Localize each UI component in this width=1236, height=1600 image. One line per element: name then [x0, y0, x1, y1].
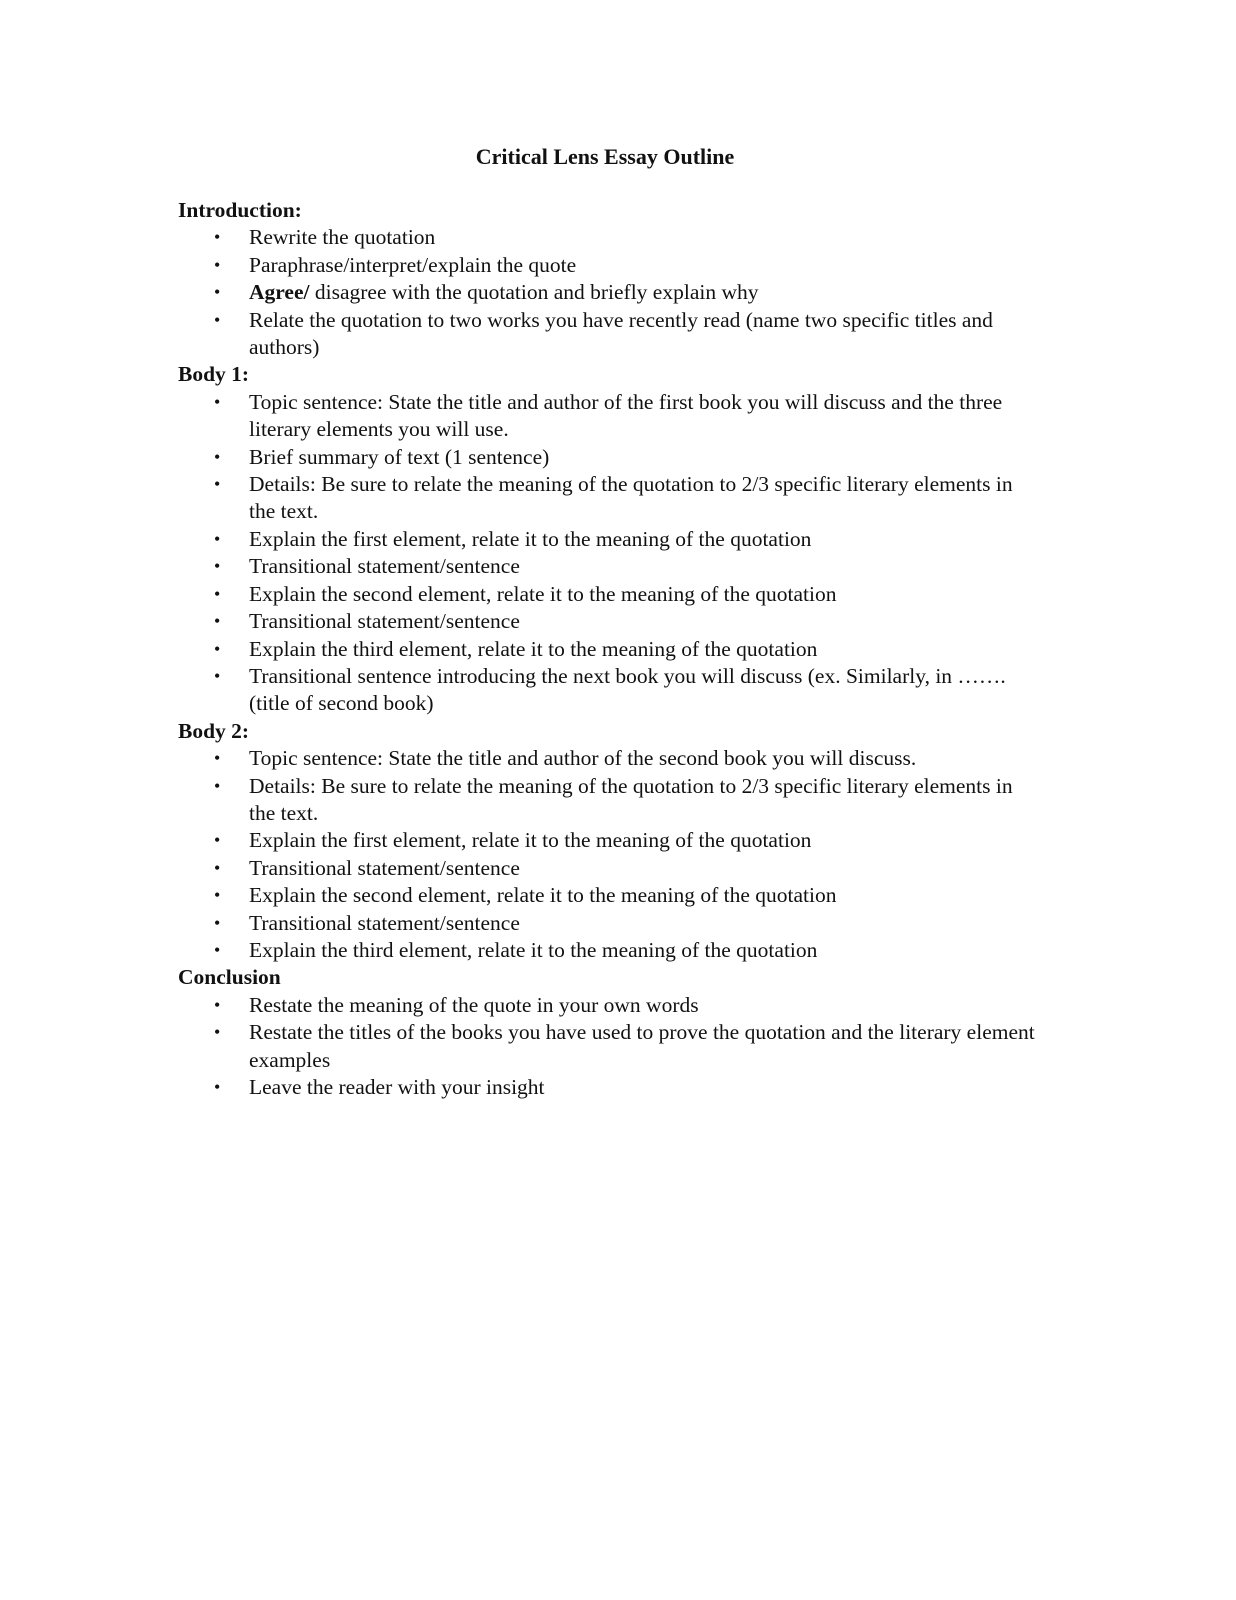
list-item: • Transitional sentence introducing the next book you will discuss (ex. Similarly, in …….(title of second book) [214, 663, 1006, 716]
bullet-icon: • [214, 912, 221, 933]
section-body-2 [178, 718, 1038, 965]
list-item: • Explain the second element, relate it to the meaning of the quotation [178, 581, 1038, 608]
bullet-icon: • [214, 1022, 221, 1043]
list-item: • Details: Be sure to relate the meaning of the quotation to 2/3 specific literary elements in the text. [214, 773, 1013, 825]
bullet-icon: • [214, 611, 221, 632]
bullet-icon: • [214, 446, 221, 467]
document-title: Critical Lens Essay Outline [475, 144, 735, 169]
bullet-icon: • [214, 227, 221, 248]
bullet-list [178, 745, 1038, 964]
list-item: • Rewrite the quotation [178, 224, 1038, 251]
bullet-icon: • [214, 583, 221, 604]
bullet-icon: • [214, 474, 221, 495]
list-item: • Restate the titles of the books you have used to prove the quotation and the literary element examples [214, 1020, 1035, 1072]
section-introduction [178, 197, 1038, 361]
list-item: • Explain the first element, relate it to the meaning of the quotation [178, 827, 1038, 854]
bullet-icon: • [214, 994, 221, 1015]
list-item: • Relate the quotation to two works you have recently read (name two specific titles and authors) [214, 307, 993, 360]
bullet-icon: • [214, 857, 221, 878]
list-item: • Transitional statement/sentence [178, 855, 1038, 882]
section-heading: Introduction: [178, 198, 302, 222]
list-item: • Transitional statement/sentence [178, 910, 1038, 937]
bullet-icon: • [214, 528, 221, 549]
list-item: • Explain the first element, relate it to the meaning of the quotation [178, 526, 1038, 553]
list-item: • Topic sentence: State the title and author of the second book you will discuss. [178, 745, 1038, 772]
bullet-icon: • [214, 282, 221, 303]
section-conclusion [178, 964, 1038, 1101]
bullet-icon: • [214, 830, 221, 851]
list-item: • Details: Be sure to relate the meaning of the quotation to 2/3 specific literary elements in the text. [214, 472, 1013, 524]
list-item: • Agree/ disagree with the quotation and briefly explain why [178, 279, 1038, 306]
list-item: • Explain the second element, relate it to the meaning of the quotation [178, 882, 1038, 909]
bullet-icon: • [214, 1077, 221, 1097]
list-item: • Explain the third element, relate it to the meaning of the quotation [178, 937, 1038, 964]
bullet-icon: • [214, 775, 221, 796]
bullet-icon: • [214, 748, 221, 769]
bullet-list [178, 389, 1038, 718]
list-item: • Paraphrase/interpret/explain the quote [178, 252, 1038, 279]
list-item: • Leave the reader with your insight [178, 1074, 1038, 1101]
bullet-icon: • [214, 556, 221, 577]
bullet-list [178, 224, 1038, 361]
section-heading: Body 2: [178, 718, 250, 743]
section-heading: Body 1: [178, 362, 250, 387]
list-item: • Transitional statement/sentence [178, 608, 1038, 635]
section-body-1 [178, 361, 1038, 717]
list-item: • Restate the meaning of the quote in your own words [178, 992, 1038, 1019]
bullet-icon: • [214, 638, 221, 659]
bullet-icon: • [214, 254, 221, 275]
emphasis-word: Agree/ [249, 280, 310, 305]
bullet-list [178, 992, 1038, 1102]
bullet-icon: • [214, 391, 221, 412]
bullet-icon: • [214, 309, 221, 330]
bullet-icon: • [214, 939, 221, 960]
bullet-icon: • [214, 885, 221, 906]
bullet-icon: • [214, 665, 221, 686]
essay-outline [178, 197, 1038, 1101]
list-item: • Explain the third element, relate it to the meaning of the quotation [178, 636, 1038, 663]
section-heading: Conclusion [178, 965, 281, 990]
list-item: • Topic sentence: State the title and author of the first book you will discuss and the three literary elements you will use. [214, 389, 1003, 442]
list-item: • Transitional statement/sentence [178, 553, 1038, 580]
list-item: • Brief summary of text (1 sentence) [178, 444, 1038, 471]
